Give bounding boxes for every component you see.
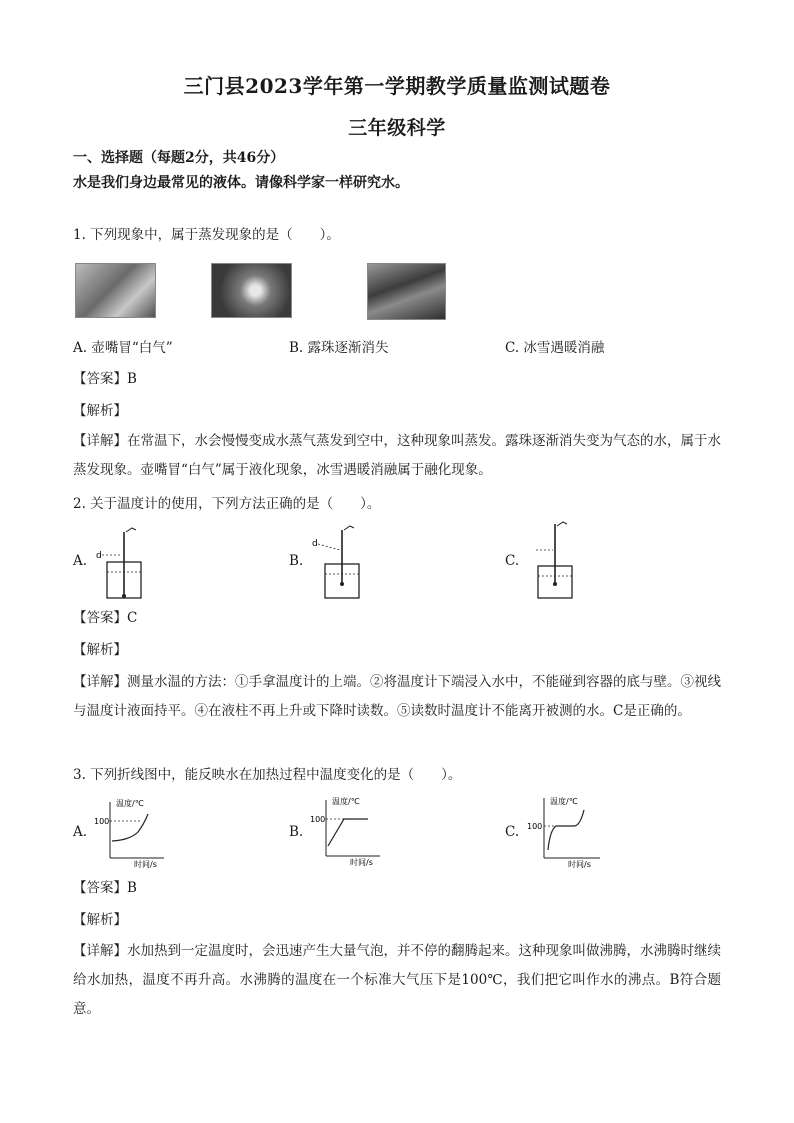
page-title: 三门县2023学年第一学期教学质量监测试题卷 [183,74,611,98]
temperature-graph-a [90,796,170,868]
q3-analysis-label: 【解析】 [73,912,127,928]
q2-answer: 【答案】C [73,610,138,626]
kettle-steam-photo [75,263,156,318]
q3-detail: 【详解】水加热到一定温度时，会迅速产生大量气泡，并不停的翻腾起来。这种现象叫做沸腾，水沸腾时继续给水加热，温度不再升高。水沸腾的温度在一个标准大气压下是100℃，我们把它叫作水的沸点。B符合题意。 [73,943,721,1017]
q1-detail: 【详解】在常温下，水会慢慢变成水蒸气蒸发到空中，这种现象叫蒸发。露珠逐渐消失变为气态的水，属于水蒸发现象。壶嘴冒“白气”属于液化现象，冰雪遇暖消融属于融化现象。 [73,433,721,478]
thermometer-diagram-b [306,524,366,604]
page-subtitle: 三年级科学 [348,117,446,139]
graph-c-xlabel: 时间/s [568,860,591,868]
q2-option-a: A. [73,553,88,569]
melting-snow-photo [367,263,446,320]
section-heading: 一、选择题（每题2分，共46分） [73,150,285,166]
graph-b-xlabel: 时间/s [350,858,373,866]
q3-option-c: C. [505,824,520,840]
q1-analysis-label: 【解析】 [73,403,127,419]
q2-option-b: B. [289,553,304,569]
q1-option-b: B. 露珠逐渐消失 [289,340,389,356]
graph-a-ylabel: 温度/℃ [116,799,144,808]
graph-c-tick: 100 [527,822,543,831]
graph-a-xlabel: 时间/s [134,860,157,868]
q2-detail: 【详解】测量水温的方法：①手拿温度计的上端。②将温度计下端浸入水中，不能碰到容器的底与壁。③视线与温度计液面持平。④在液柱不再上升或下降时读数。⑤读数时温度计不能离开被测的水。C是正确的。 [73,674,721,719]
svg-text:d: d [312,539,318,549]
section-intro: 水是我们身边最常见的液体。请像科学家一样研究水。 [73,175,409,191]
graph-a-tick: 100 [94,817,110,826]
graph-b-tick: 100 [310,815,326,824]
q2-analysis-label: 【解析】 [73,642,127,658]
thermometer-diagram-a [88,524,148,604]
q3-option-a: A. [73,824,88,840]
q2-stem: 2. 关于温度计的使用，下列方法正确的是（ ）。 [73,496,381,512]
graph-b-ylabel: 温度/℃ [332,797,360,806]
q3-stem: 3. 下列折线图中，能反映水在加热过程中温度变化的是（ ）。 [73,767,462,783]
thermometer-diagram-c [528,520,588,604]
q3-answer: 【答案】B [73,880,137,896]
q1-option-a: A. 壶嘴冒“白气” [73,340,173,356]
q2-option-c: C. [505,553,520,569]
temperature-graph-c [526,792,606,868]
svg-text:d: d [96,551,102,561]
q1-answer: 【答案】B [73,371,137,387]
dew-drop-photo [211,263,292,318]
graph-c-ylabel: 温度/℃ [550,797,578,806]
q3-option-b: B. [289,824,304,840]
q1-option-c: C. 冰雪遇暖消融 [505,340,605,356]
temperature-graph-b [306,794,386,866]
q1-stem: 1. 下列现象中，属于蒸发现象的是（ ）。 [73,227,340,243]
